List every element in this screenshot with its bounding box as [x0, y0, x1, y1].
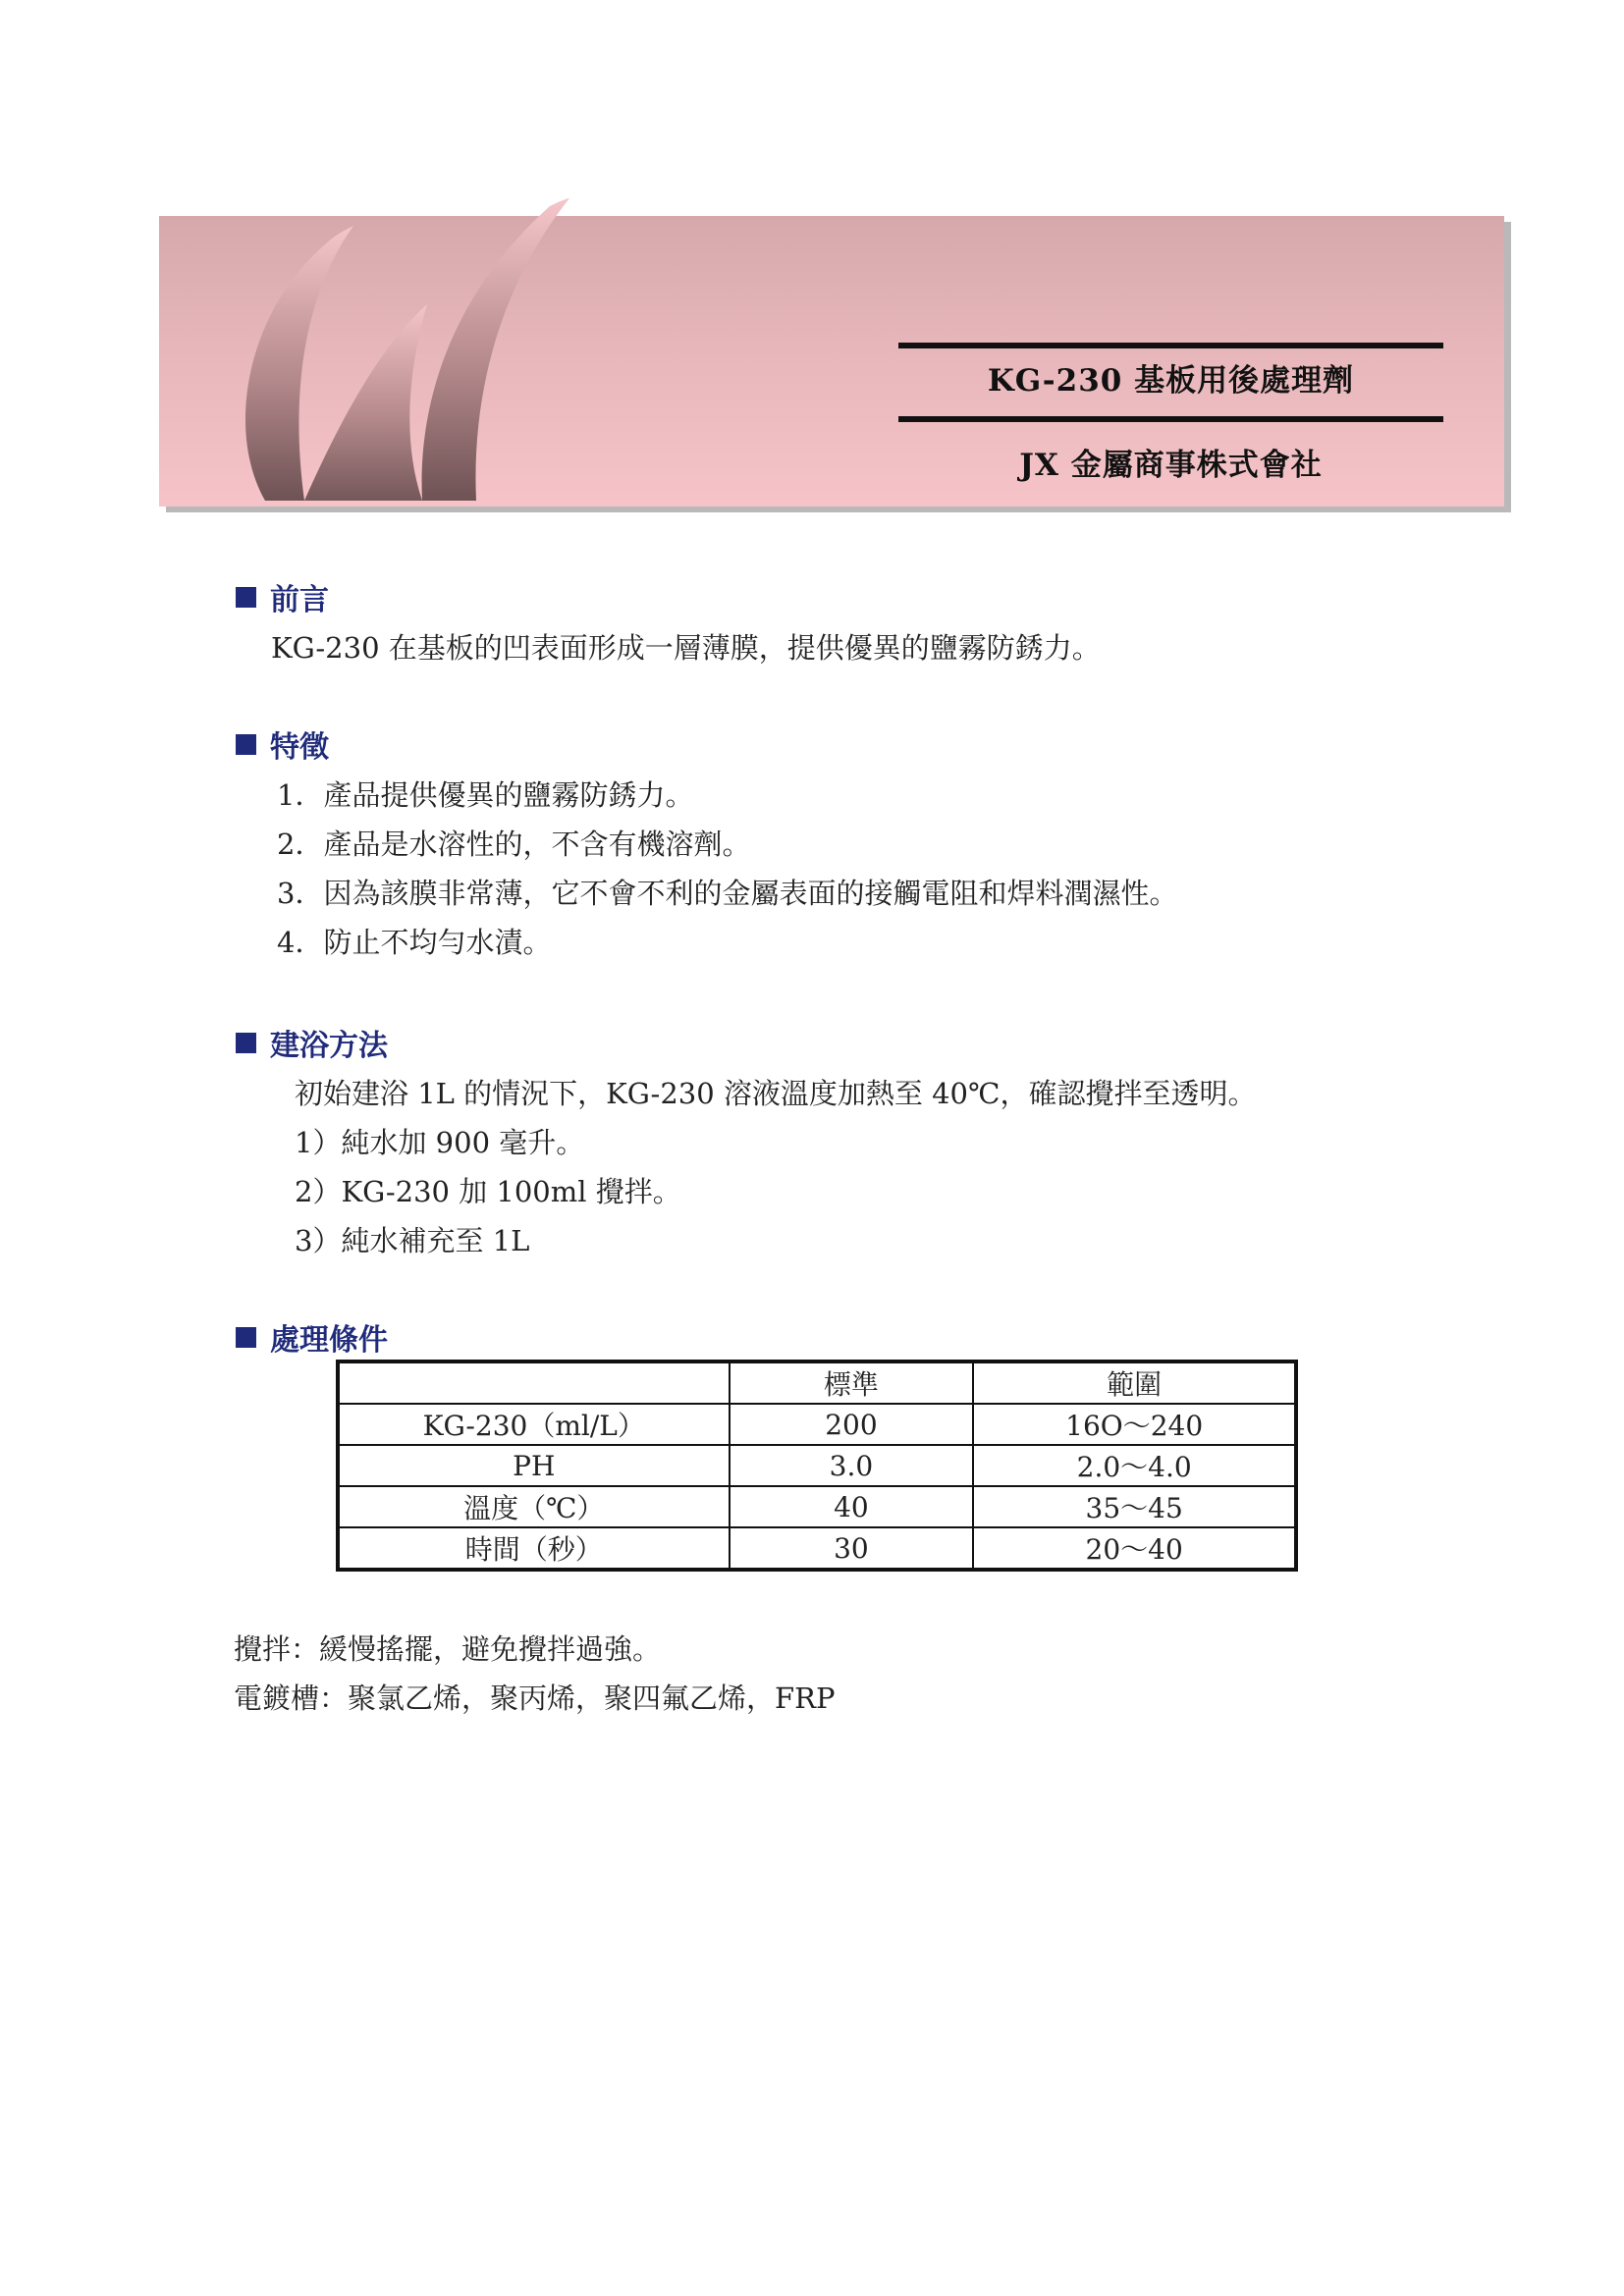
title-rule-top: [898, 343, 1443, 348]
bath-intro: 初始建浴 1L 的情況下，KG-230 溶液溫度加熱至 40℃，確認攪拌至透明。: [295, 1077, 1257, 1110]
table-cell: 時間（秒）: [338, 1527, 730, 1570]
company-name: JX 金屬商事株式會社: [1019, 448, 1323, 483]
table-row: [338, 1486, 1296, 1527]
feature-item: 1．產品提供優異的鹽霧防銹力。: [277, 778, 694, 812]
bath-step: 3）純水補充至 1L: [295, 1224, 530, 1257]
table-row: [338, 1445, 1296, 1486]
section-heading-features: [236, 722, 329, 766]
note-stirring: 攪拌：緩慢搖擺，避免攪拌過強。: [234, 1632, 662, 1666]
table-cell: 3.0: [730, 1445, 974, 1486]
square-bullet-icon: [236, 1327, 256, 1348]
section-heading-conditions: [236, 1315, 388, 1359]
table-header-cell: 範圍: [973, 1362, 1296, 1404]
section-title: 特徵: [270, 730, 329, 765]
square-bullet-icon: [236, 734, 256, 755]
feature-item: 2．產品是水溶性的，不含有機溶劑。: [277, 828, 751, 861]
bath-step: 2）KG-230 加 100ml 攪拌。: [295, 1175, 681, 1208]
table-cell: 200: [730, 1404, 974, 1445]
table-header-cell: 標準: [730, 1362, 974, 1404]
table-header-cell: [338, 1362, 730, 1404]
table-cell: KG-230（ml/L）: [338, 1404, 730, 1445]
table-row: [338, 1404, 1296, 1445]
table-cell: 16O～240: [973, 1404, 1296, 1445]
note-tank-material: 電鍍槽：聚氯乙烯，聚丙烯，聚四氟乙烯，FRP: [234, 1682, 836, 1715]
square-bullet-icon: [236, 1033, 256, 1053]
bath-step: 1）純水加 900 毫升。: [295, 1126, 585, 1159]
section-heading-intro: [236, 575, 329, 618]
table-cell: 溫度（℃）: [338, 1486, 730, 1527]
table-cell: PH: [338, 1445, 730, 1486]
conditions-table: [336, 1360, 1298, 1572]
feature-item: 3．因為該膜非常薄，它不會不利的金屬表面的接觸電阻和焊料潤濕性。: [277, 877, 1178, 910]
table-cell: 40: [730, 1486, 974, 1527]
table-cell: 20～40: [973, 1527, 1296, 1570]
table-cell: 30: [730, 1527, 974, 1570]
logo-n-icon: [196, 187, 569, 520]
table-row: [338, 1527, 1296, 1570]
feature-item: 4．防止不均勻水漬。: [277, 926, 552, 959]
section-title: 處理條件: [270, 1323, 388, 1358]
square-bullet-icon: [236, 587, 256, 608]
section-title: 前言: [270, 583, 329, 617]
section-title: 建浴方法: [270, 1029, 388, 1063]
section-heading-bath: [236, 1021, 388, 1064]
table-cell: 35～45: [973, 1486, 1296, 1527]
document-title: KG-230 基板用後處理劑: [987, 363, 1355, 399]
table-header-row: [338, 1362, 1296, 1404]
table-cell: 2.0～4.0: [973, 1445, 1296, 1486]
title-rule-bottom: [898, 416, 1443, 422]
intro-text: KG-230 在基板的凹表面形成一層薄膜，提供優異的鹽霧防銹力。: [271, 631, 1101, 665]
